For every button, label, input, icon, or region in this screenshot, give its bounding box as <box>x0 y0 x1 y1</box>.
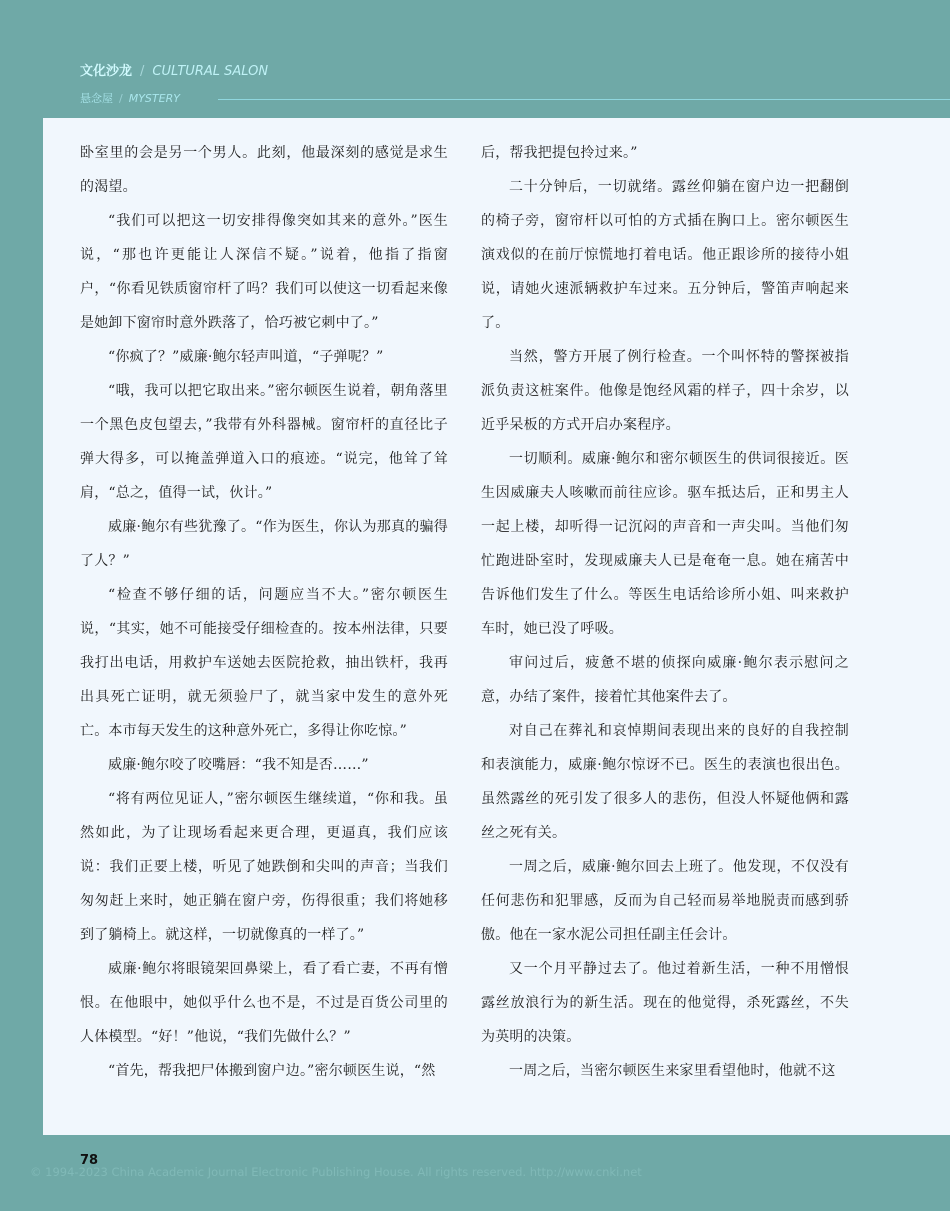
section-title-zh: 文化沙龙 <box>80 64 133 79</box>
paragraph: 对自己在葬礼和哀悼期间表现出来的良好的自我控制和表演能力，威廉·鲍尔惊讶不已。医生的表演也很出色。虽然露丝的死引发了很多人的悲伤，但没人怀疑他俩和露丝之死有关。 <box>481 723 849 841</box>
paragraph: 威廉·鲍尔将眼镜架回鼻梁上，看了看亡妻，不再有憎恨。在他眼中，她似乎什么也不是，不过是百货公司里的人体模型。“好！”他说，“我们先做什么？” <box>80 961 448 1045</box>
paragraph: 又一个月平静过去了。他过着新生活，一种不用憎恨露丝放浪行为的新生活。现在的他觉得，杀死露丝，不失为英明的决策。 <box>481 961 849 1045</box>
page-header <box>0 0 950 118</box>
paragraph: “首先，帮我把尸体搬到窗户边。”密尔顿医生说，“然 <box>108 1063 436 1079</box>
paragraph: “将有两位见证人，”密尔顿医生继续道，“你和我。虽然如此，为了让现场看起来更合理，更逼真，我们应该说：我们正要上楼，听见了她跌倒和尖叫的声音；当我们匆匆赶上来时，她正躺在窗户旁，伤得很重；我们将她移到了躺椅上。就这样，一切就像真的一样了。” <box>80 791 448 943</box>
paragraph: “检查不够仔细的话，问题应当不大。”密尔顿医生说，“其实，她不可能接受仔细检查的。按本州法律，只要我打出电话，用救护车送她去医院抢救，抽出铁杆，我再出具死亡证明，就无须验尸了，就当家中发生的意外死亡。本市每天发生的这种意外死亡，多得让你吃惊。” <box>80 587 448 739</box>
paragraph: 审问过后，疲惫不堪的侦探向威廉·鲍尔表示慰问之意，办结了案件，接着忙其他案件去了。 <box>481 655 849 705</box>
subsection-title-zh: 悬念屋 <box>80 92 113 105</box>
paragraph: “我们可以把这一切安排得像突如其来的意外。”医生说，“那也许更能让人深信不疑。”说着，他指了指窗户，“你看见铁质窗帘杆了吗？我们可以使这一切看起来像是她卸下窗帘时意外跌落了，恰巧被它刺中了。” <box>80 213 448 331</box>
page-number: 78 <box>80 1153 99 1168</box>
subsection-title-en: MYSTERY <box>128 92 180 105</box>
paragraph: 卧室里的会是另一个男人。此刻，他最深刻的感觉是求生的渴望。 <box>80 145 448 195</box>
paragraph: 二十分钟后，一切就绪。露丝仰躺在窗户边一把翻倒的椅子旁，窗帘杆以可怕的方式插在胸口上。密尔顿医生演戏似的在前厅惊慌地打着电话。他正跟诊所的接待小姐说，请她火速派辆救护车过来。五分钟后，警笛声响起来了。 <box>481 179 849 331</box>
section-title-en: CULTURAL SALON <box>152 64 269 79</box>
paragraph: “哦，我可以把它取出来。”密尔顿医生说着，朝角落里一个黑色皮包望去，”我带有外科器械。窗帘杆的直径比子弹大得多，可以掩盖弹道入口的痕迹。“说完，他耸了耸肩，“总之，值得一试，伙计。” <box>80 383 448 501</box>
section-separator: / <box>140 64 145 79</box>
subsection-separator: / <box>119 92 123 105</box>
paragraph: “你疯了？”威廉·鲍尔轻声叫道，“子弹呢？” <box>108 349 384 365</box>
article-body <box>43 118 950 1135</box>
paragraph: 后，帮我把提包拎过来。” <box>481 145 638 161</box>
paragraph: 威廉·鲍尔有些犹豫了。“作为医生，你认为那真的骗得了人？” <box>80 519 448 569</box>
subsection-title <box>80 90 180 106</box>
paragraph: 一周之后，威廉·鲍尔回去上班了。他发现，不仅没有任何悲伤和犯罪感，反而为自己轻而易举地脱责而感到骄傲。他在一家水泥公司担任副主任会计。 <box>481 859 849 943</box>
copyright-watermark: © 1994-2023 China Academic Journal Electronic Publishing House. All rights reserved. http://www.cnki.net <box>30 1165 642 1179</box>
paragraph: 一周之后，当密尔顿医生来家里看望他时，他就不这 <box>509 1063 836 1079</box>
paragraph: 一切顺利。威廉·鲍尔和密尔顿医生的供词很接近。医生因威廉夫人咳嗽而前往应诊。驱车抵达后，正和男主人一起上楼，却听得一记沉闷的声音和一声尖叫。当他们匆忙跑进卧室时，发现威廉夫人已是奄奄一息。她在痛苦中告诉他们发生了什么。等医生电话给诊所小姐、叫来救护车时，她已没了呼吸。 <box>481 451 849 637</box>
paragraph: 当然，警方开展了例行检查。一个叫怀特的警探被指派负责这桩案件。他像是饱经风霜的样子，四十余岁，以近乎呆板的方式开启办案程序。 <box>481 349 849 433</box>
paragraph: 威廉·鲍尔咬了咬嘴唇：“我不知是否……” <box>108 757 369 773</box>
header-rule <box>218 99 950 100</box>
left-column <box>80 136 448 1088</box>
right-column <box>481 136 849 1088</box>
section-title <box>80 60 268 79</box>
